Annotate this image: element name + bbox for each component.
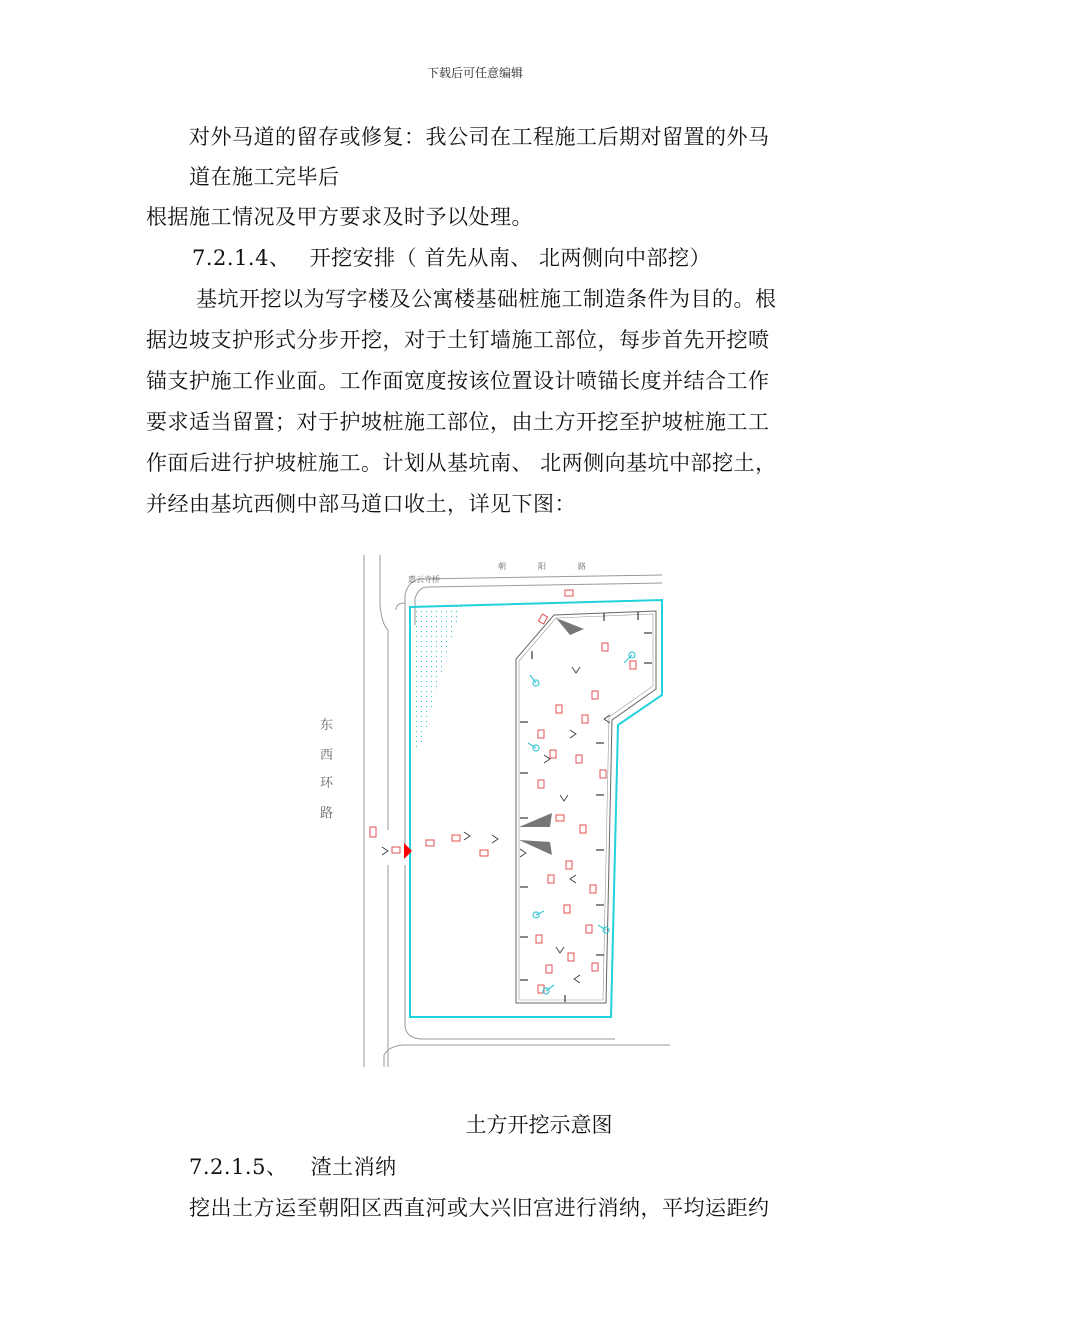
road-west-label-char: 环 [320, 776, 334, 791]
paragraph-line: 并经由基坑西侧中部马道口收土，详见下图： [146, 492, 576, 516]
pit-inner-boundary [519, 614, 653, 1000]
section-heading-7-2-1-4 [192, 245, 711, 271]
paragraph-line: 要求适当留置；对于护坡桩施工部位，由土方开挖至护坡桩施工工 [146, 410, 770, 434]
paragraph-line: 作面后进行护坡桩施工。计划从基坑南、 北两侧向基坑中部挖土， [146, 451, 777, 475]
paragraph-line: 锚支护施工作业面。工作面宽度按该位置设计喷锚长度并结合工作 [146, 369, 770, 393]
road-west-edge [380, 555, 388, 830]
section-heading-7-2-1-5 [189, 1154, 397, 1180]
paragraph-line: 道在施工完毕后 [189, 165, 340, 189]
ramp-hatch [556, 618, 584, 635]
bridge-label: 惠云寺桥 [408, 575, 440, 584]
section-number: 7.2.1.5、 [189, 1155, 288, 1179]
road-north-label-char: 阳 [538, 562, 546, 571]
page-header: 下载后可任意编辑 [426, 66, 523, 80]
figure-caption: 土方开挖示意图 [465, 1113, 613, 1137]
paragraph-line: 据边坡支护形式分步开挖，对于土钉墙施工部位，每步首先开挖喷 [146, 328, 770, 352]
road-north-label-char: 路 [578, 562, 586, 571]
paragraph-line: 基坑开挖以为写字楼及公寓楼基础桩施工制造条件为目的。根 [196, 287, 777, 311]
slope-area [412, 605, 462, 750]
paragraph-line: 对外马道的留存或修复：我公司在工程施工后期对留置的外马 [189, 125, 770, 149]
road-south-edge [384, 1045, 670, 1067]
paragraph-line: 挖出土方运至朝阳区西直河或大兴旧宫进行消纳，平均运距约 [189, 1196, 770, 1220]
section-number: 7.2.1.4、 [192, 246, 291, 270]
road-west-label-char: 东 [320, 718, 334, 733]
section-title: 渣土消纳 [310, 1155, 397, 1179]
road-south-edge [405, 865, 615, 1039]
paragraph-line: 根据施工情况及甲方要求及时予以处理。 [146, 205, 533, 229]
road-west-edge [396, 603, 405, 845]
pit-inner-boundary [516, 611, 656, 1003]
road-west-label-char: 西 [320, 748, 334, 763]
road-west-label-char: 路 [320, 806, 334, 821]
excavation-diagram [320, 555, 670, 1075]
ramp-hatch [519, 813, 552, 827]
road-north-label-char: 朝 [498, 562, 506, 571]
ramp-hatch [519, 840, 552, 855]
section-title: 开挖安排（ 首先从南、 北两侧向中部挖） [309, 246, 712, 270]
